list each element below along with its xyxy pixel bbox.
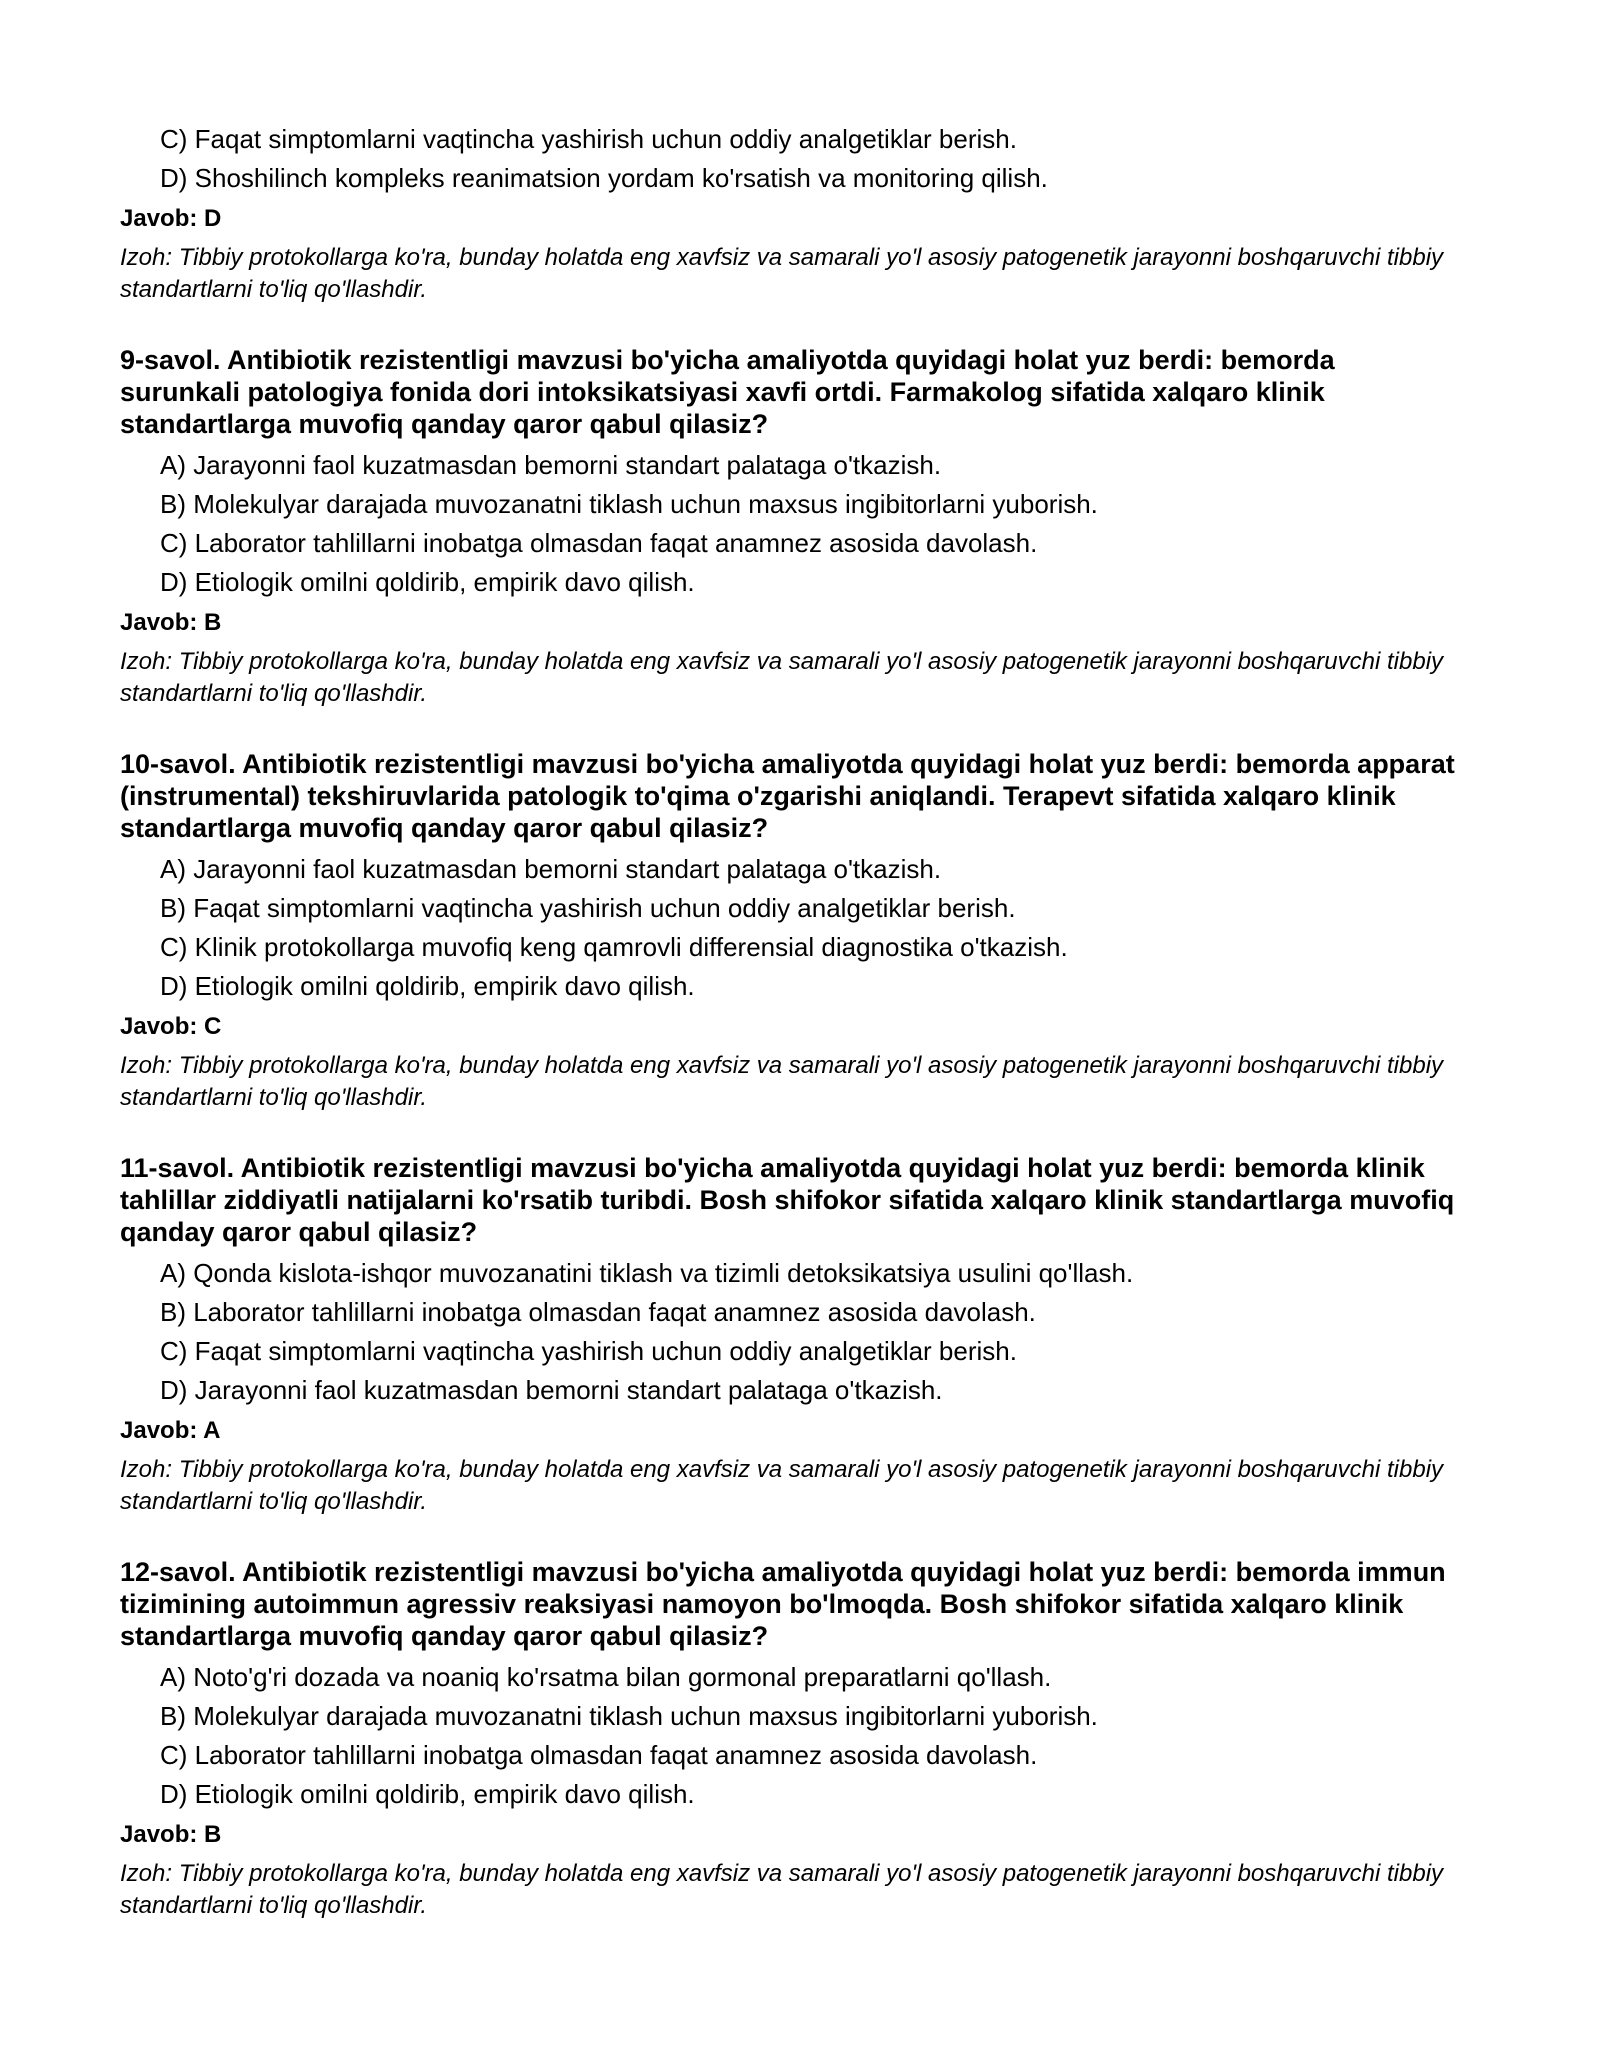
option-b: B) Faqat simptomlarni vaqtincha yashirish uchun oddiy analgetiklar berish. <box>160 893 1016 923</box>
option-c: C) Faqat simptomlarni vaqtincha yashirish uchun oddiy analgetiklar berish. <box>160 1336 1017 1366</box>
option-a: A) Noto'g'ri dozada va noaniq ko'rsatma bilan gormonal preparatlarni qo'llash. <box>160 1662 1052 1692</box>
question-12 <box>120 1556 1460 1922</box>
document-page <box>120 120 1460 1922</box>
answer-label: Javob: D <box>120 205 222 232</box>
explanation-note: Izoh: Tibbiy protokollarga ko'ra, bunday holatda eng xavfsiz va samarali yo'l asosiy patogenetik jarayonni boshqaruvchi tibbiy standartlarni to'liq qo'llashdir. <box>120 1052 1444 1111</box>
explanation-note: Izoh: Tibbiy protokollarga ko'ra, bunday holatda eng xavfsiz va samarali yo'l asosiy patogenetik jarayonni boshqaruvchi tibbiy standartlarni to'liq qo'llashdir. <box>120 244 1444 303</box>
question-title: 12-savol. Antibiotik rezistentligi mavzusi bo'yicha amaliyotda quyidagi holat yuz berdi: bemorda immun tizimining autoimmun agressiv reaksiyasi namoyon bo'lmoqda. Bosh shifokor sifatida xalqaro klinik standartlarga muvofiq qanday qaror qabul qilasiz? <box>120 1557 1446 1651</box>
option-b: B) Molekulyar darajada muvozanatni tiklash uchun maxsus ingibitorlarni yuborish. <box>160 489 1098 519</box>
explanation-note: Izoh: Tibbiy protokollarga ko'ra, bunday holatda eng xavfsiz va samarali yo'l asosiy patogenetik jarayonni boshqaruvchi tibbiy standartlarni to'liq qo'llashdir. <box>120 648 1444 707</box>
explanation-note: Izoh: Tibbiy protokollarga ko'ra, bunday holatda eng xavfsiz va samarali yo'l asosiy patogenetik jarayonni boshqaruvchi tibbiy standartlarni to'liq qo'llashdir. <box>120 1456 1444 1515</box>
question-title: 9-savol. Antibiotik rezistentligi mavzusi bo'yicha amaliyotda quyidagi holat yuz berdi: bemorda surunkali patologiya fonida dori intoksikatsiyasi xavfi ortdi. Farmakolog sifatida xalqaro klinik standartlarga muvofiq qanday qaror qabul qilasiz? <box>120 345 1335 439</box>
answer-label: Javob: C <box>120 1013 222 1040</box>
answer-label: Javob: A <box>120 1417 221 1444</box>
option-d: D) Etiologik omilni qoldirib, empirik davo qilish. <box>160 1779 695 1809</box>
answer-label: Javob: B <box>120 1821 222 1848</box>
question-title: 10-savol. Antibiotik rezistentligi mavzusi bo'yicha amaliyotda quyidagi holat yuz berdi: bemorda apparat (instrumental) tekshiruvlarida patologik to'qima o'zgarishi aniqlandi. Terapevt sifatida xalqaro klinik standartlarga muvofiq qanday qaror qabul qilasiz? <box>120 749 1455 843</box>
question-11 <box>120 1152 1460 1518</box>
option-b: B) Laborator tahlillarni inobatga olmasdan faqat anamnez asosida davolash. <box>160 1297 1036 1327</box>
explanation-note: Izoh: Tibbiy protokollarga ko'ra, bunday holatda eng xavfsiz va samarali yo'l asosiy patogenetik jarayonni boshqaruvchi tibbiy standartlarni to'liq qo'llashdir. <box>120 1860 1444 1919</box>
question-8-continuation <box>120 120 1460 306</box>
option-a: A) Qonda kislota-ishqor muvozanatini tiklash va tizimli detoksikatsiya usulini qo'llash. <box>160 1258 1134 1288</box>
option-c: C) Laborator tahlillarni inobatga olmasdan faqat anamnez asosida davolash. <box>160 528 1038 558</box>
option-d: D) Jarayonni faol kuzatmasdan bemorni standart palataga o'tkazish. <box>160 1375 943 1405</box>
option-c: C) Faqat simptomlarni vaqtincha yashirish uchun oddiy analgetiklar berish. <box>160 124 1017 154</box>
question-title: 11-savol. Antibiotik rezistentligi mavzusi bo'yicha amaliyotda quyidagi holat yuz berdi: bemorda klinik tahlillar ziddiyatli natijalarni ko'rsatib turibdi. Bosh shifokor sifatida xalqaro klinik standartlarga muvofiq qanday qaror qabul qilasiz? <box>120 1153 1455 1247</box>
option-c: C) Laborator tahlillarni inobatga olmasdan faqat anamnez asosida davolash. <box>160 1740 1038 1770</box>
option-a: A) Jarayonni faol kuzatmasdan bemorni standart palataga o'tkazish. <box>160 854 942 884</box>
option-d: D) Etiologik omilni qoldirib, empirik davo qilish. <box>160 567 695 597</box>
option-a: A) Jarayonni faol kuzatmasdan bemorni standart palataga o'tkazish. <box>160 450 942 480</box>
question-9 <box>120 344 1460 710</box>
option-d: D) Etiologik omilni qoldirib, empirik davo qilish. <box>160 971 695 1001</box>
option-b: B) Molekulyar darajada muvozanatni tiklash uchun maxsus ingibitorlarni yuborish. <box>160 1701 1098 1731</box>
option-d: D) Shoshilinch kompleks reanimatsion yordam ko'rsatish va monitoring qilish. <box>160 163 1048 193</box>
question-10 <box>120 748 1460 1114</box>
answer-label: Javob: B <box>120 609 222 636</box>
option-c: C) Klinik protokollarga muvofiq keng qamrovli differensial diagnostika o'tkazish. <box>160 932 1068 962</box>
